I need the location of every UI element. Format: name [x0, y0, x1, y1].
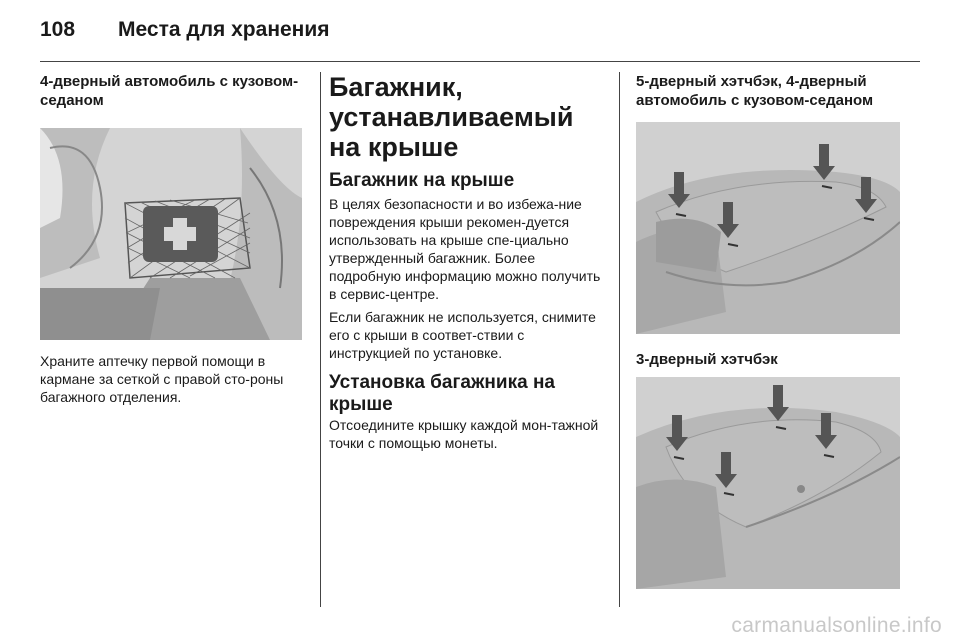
header-divider: [40, 61, 920, 62]
sedan-heading: 4-дверный автомобиль с кузовом-седаном: [40, 73, 299, 109]
column-3-second: [636, 350, 900, 369]
column-divider-1: [320, 72, 321, 607]
roof-rack-install-heading: Установка багажника на крыше: [329, 372, 555, 415]
page-header: [40, 18, 920, 48]
column-1-body: [40, 352, 302, 406]
column-2: [329, 72, 609, 452]
first-aid-kit-in-trunk-net-icon: [40, 128, 302, 340]
three-door-heading: 3-дверный хэтчбэк: [636, 351, 778, 368]
three-door-roof-figure: [636, 377, 900, 589]
roof-rack-main-heading: Багажник, устанавливаемый на крыше: [329, 72, 574, 162]
column-1: [40, 72, 302, 110]
watermark: carmanualsonline.info: [731, 614, 942, 637]
five-door-heading: 5-дверный хэтчбэк, 4-дверный автомобиль с кузовом-седаном: [636, 73, 874, 109]
first-aid-text: Храните аптечку первой помощи в кармане за сеткой с правой сто-роны багажного отделения.: [40, 353, 284, 405]
roof-mounting-points-arrows-icon: [636, 122, 900, 334]
roof-mounting-points-arrows-icon: [636, 377, 900, 589]
five-door-roof-figure: [636, 122, 900, 334]
roof-rack-para-1: В целях безопасности и во избежа-ние повреждения крыши рекомен-дуется использовать на крыше спе-циально утвержденный багажник. Более подробную информацию можно получить в сервис-центре.: [329, 196, 601, 302]
first-aid-kit-figure: [40, 128, 302, 340]
section-title: Места для хранения: [118, 18, 330, 41]
roof-rack-subheading: Багажник на крыше: [329, 170, 515, 191]
column-3: [636, 72, 900, 110]
roof-rack-para-3: Отсоедините крышку каждой мон-тажной точки с помощью монеты.: [329, 417, 599, 451]
roof-rack-para-2: Если багажник не используется, снимите его с крыши в соответ-ствии с инструкцией по установке.: [329, 309, 596, 361]
page-number: 108: [40, 18, 76, 41]
column-divider-2: [619, 72, 620, 607]
